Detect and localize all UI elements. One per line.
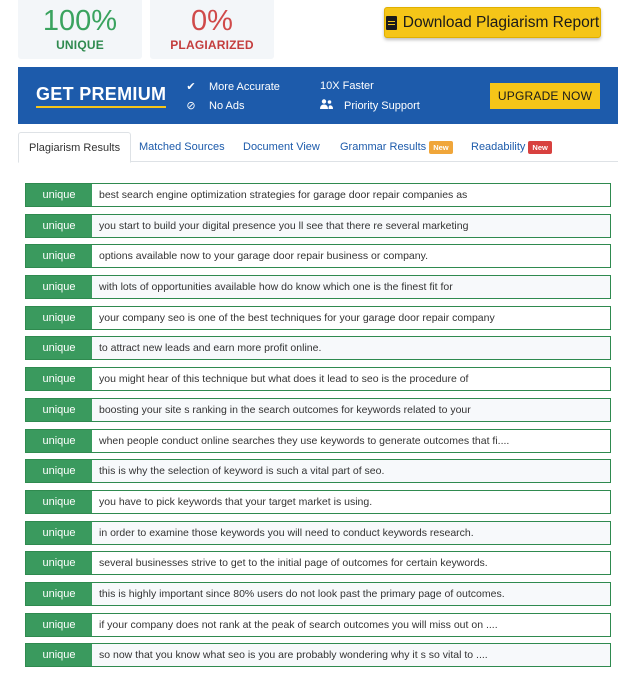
unique-stat-card [18,0,142,59]
result-row [25,459,611,483]
plagiarized-percentage: 0% [191,5,233,37]
results-list [25,183,611,674]
result-row [25,582,611,606]
result-text: best search engine optimization strategies for garage door repair companies as [99,189,468,201]
tab-plagiarism-results[interactable] [18,132,131,163]
unique-tag: unique [26,276,92,298]
result-text: you have to pick keywords that your target market is using. [99,495,373,508]
tab-label: Matched Sources [139,141,225,153]
unique-tag: unique [26,644,92,666]
result-row [25,551,611,575]
result-text: to attract new leads and earn more profit online. [99,342,322,355]
result-row [25,398,611,422]
result-text: you might hear of this technique but what does it lead to seo is the procedure of [99,373,469,386]
result-text: options available now to your garage door repair business or company. [99,250,428,263]
unique-tag: unique [26,245,92,267]
result-row [25,429,611,453]
unique-tag: unique [26,460,92,482]
result-text: in order to examine those keywords you will need to conduct keywords research. [99,526,474,539]
unique-percentage: 100% [42,5,118,37]
result-row [25,214,611,238]
new-badge: New [429,141,452,154]
check-icon: ✔ [186,81,196,93]
result-row [25,183,611,207]
result-text: so now that you know what seo is you are probably wondering why it s so vital to .... [99,649,488,662]
result-row [25,643,611,667]
feature-faster [320,80,374,92]
feature-label: No Ads [209,99,245,112]
tab-readability[interactable] [471,132,552,162]
unique-tag: unique [26,307,92,329]
premium-title: GET PREMIUM [36,84,166,108]
result-row [25,490,611,514]
result-row [25,521,611,545]
result-text: with lots of opportunities available how do know which one is the finest fit for [99,281,453,294]
feature-label: Priority Support [344,99,420,112]
download-report-label: Download Plagiarism Report [402,13,600,31]
users-icon [320,99,332,112]
result-text: this is why the selection of keyword is such a vital part of seo. [99,465,385,478]
result-row [25,336,611,360]
result-row [25,244,611,268]
result-text: if your company does not rank at the peak of search outcomes you will miss out on .... [99,618,498,631]
feature-label: More Accurate [209,80,280,93]
no-ads-icon: ⊘ [186,100,196,112]
result-row [25,613,611,637]
result-text: you start to build your digital presence you ll see that there re several marketing [99,219,469,232]
unique-label: UNIQUE [56,38,104,52]
feature-priority-support [320,99,420,112]
unique-tag: unique [26,522,92,544]
result-row [25,275,611,299]
feature-label: 10X Faster [320,80,374,92]
unique-tag: unique [26,430,92,452]
tab-label: Readability [471,141,526,153]
upgrade-now-button[interactable]: UPGRADE NOW [490,83,600,109]
tab-matched-sources[interactable] [139,132,225,162]
plagiarized-label: PLAGIARIZED [170,38,254,52]
result-text: your company seo is one of the best techniques for your garage door repair company [99,311,495,324]
tab-label: Grammar Results [340,141,427,153]
tab-document-view[interactable] [243,132,320,162]
result-row [25,306,611,330]
feature-more-accurate [185,80,280,93]
result-text: this is highly important since 80% users do not look past the primary page of outcomes. [99,587,505,600]
document-icon [386,16,397,30]
unique-tag: unique [26,337,92,359]
results-tabs [18,132,618,162]
unique-tag: unique [26,583,92,605]
tab-label: Document View [243,141,320,153]
download-report-button[interactable] [384,7,601,38]
plagiarized-stat-card [150,0,274,59]
result-row [25,367,611,391]
unique-tag: unique [26,215,92,237]
unique-tag: unique [26,491,92,513]
unique-tag: unique [26,184,92,206]
tab-grammar-results[interactable] [340,132,453,162]
unique-tag: unique [26,399,92,421]
unique-tag: unique [26,614,92,636]
unique-tag: unique [26,552,92,574]
unique-tag: unique [26,368,92,390]
new-badge: New [528,141,551,154]
result-text: several businesses strive to get to the initial page of outcomes for certain keywords. [99,557,488,570]
premium-banner [18,67,618,124]
result-text: boosting your site s ranking in the search outcomes for keywords related to your [99,403,471,416]
tab-label: Plagiarism Results [29,141,121,154]
feature-no-ads [185,99,244,112]
result-text: when people conduct online searches they use keywords to generate outcomes that fi.... [99,434,510,447]
